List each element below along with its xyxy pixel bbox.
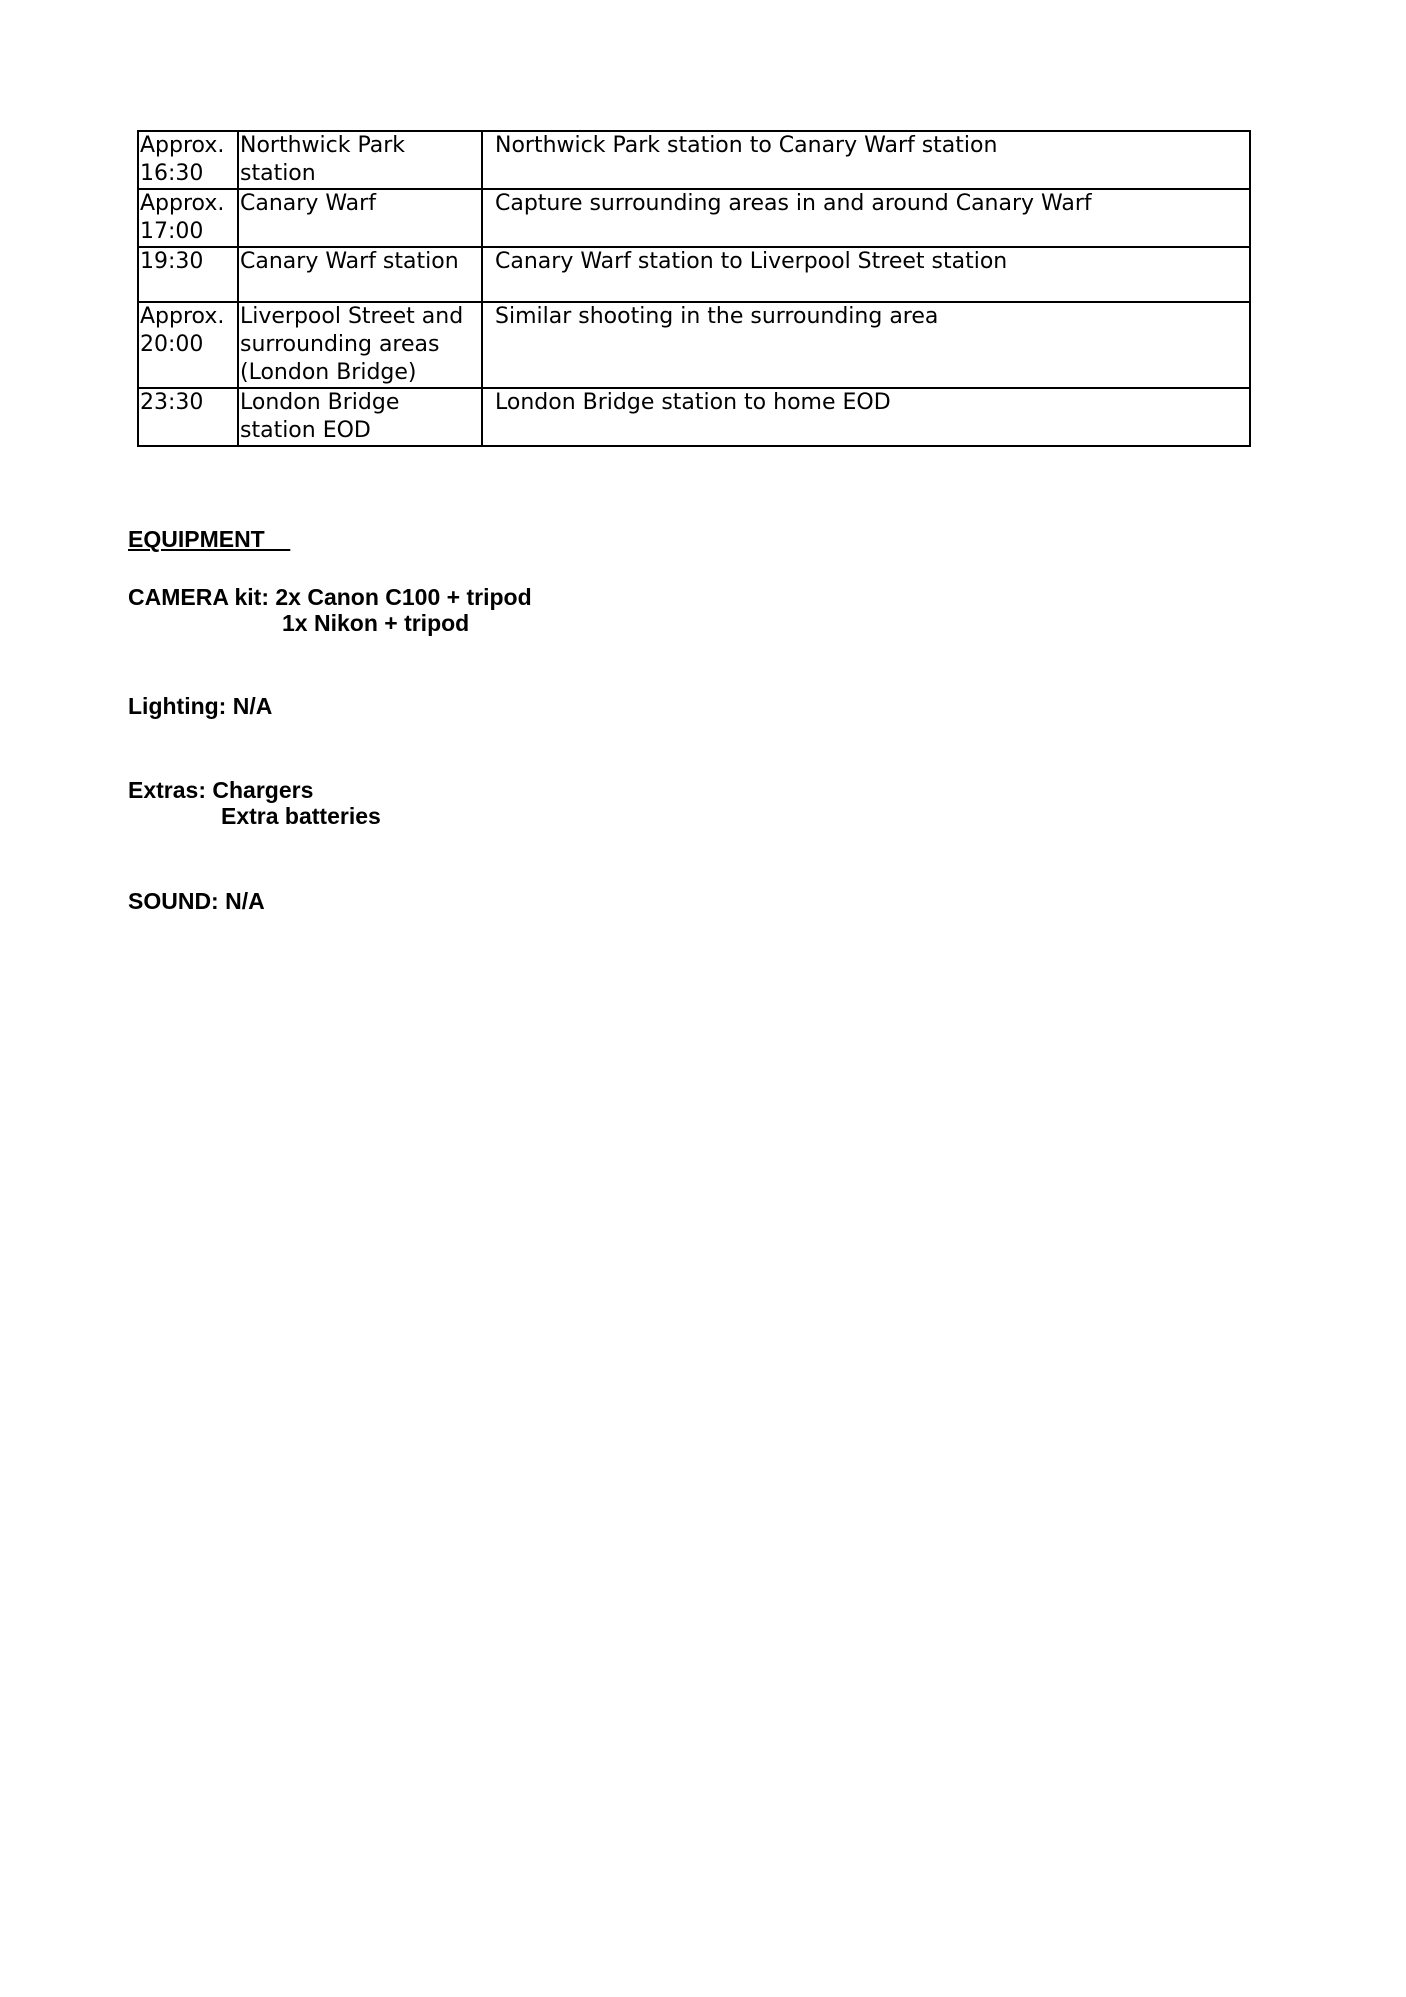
table-row <box>138 131 1250 189</box>
sound-line: SOUND: N/A <box>128 888 265 914</box>
description-cell: Similar shooting in the surrounding area <box>482 302 1250 388</box>
table-row <box>138 189 1250 247</box>
description-cell: Northwick Park station to Canary Warf station <box>482 131 1250 189</box>
extras-line-2: Extra batteries <box>221 803 381 829</box>
table-row <box>138 247 1250 302</box>
location-cell: Canary Warf station <box>238 247 482 302</box>
description-cell: London Bridge station to home EOD <box>482 388 1250 446</box>
time-cell: 23:30 <box>138 388 238 446</box>
table-row <box>138 302 1250 388</box>
camera-kit-line-2: 1x Nikon + tripod <box>282 610 470 636</box>
time-cell: Approx. 17:00 <box>138 189 238 247</box>
description-cell: Canary Warf station to Liverpool Street station <box>482 247 1250 302</box>
time-cell: Approx. 16:30 <box>138 131 238 189</box>
location-cell: Northwick Park station <box>238 131 482 189</box>
description-cell: Capture surrounding areas in and around Canary Warf <box>482 189 1250 247</box>
schedule-table <box>137 130 1251 447</box>
camera-kit-line: CAMERA kit: 2x Canon C100 + tripod <box>128 584 532 610</box>
location-cell: Canary Warf <box>238 189 482 247</box>
time-cell: 19:30 <box>138 247 238 302</box>
location-cell: London Bridge station EOD <box>238 388 482 446</box>
equipment-heading: EQUIPMENT <box>128 526 291 552</box>
extras-line: Extras: Chargers <box>128 777 314 803</box>
table-row <box>138 388 1250 446</box>
lighting-line: Lighting: N/A <box>128 693 273 719</box>
time-cell: Approx. 20:00 <box>138 302 238 388</box>
location-cell: Liverpool Street and surrounding areas (London Bridge) <box>238 302 482 388</box>
